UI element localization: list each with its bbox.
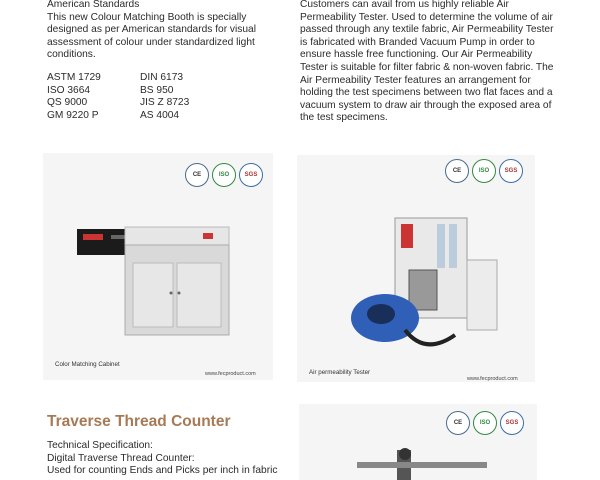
air-permeability-tester-photo	[297, 155, 535, 382]
spec-heading: Technical Specification:	[47, 440, 153, 451]
standards-row: ISO 3664 BS 950	[47, 84, 174, 96]
standards-row: GM 9220 P AS 4004	[47, 109, 180, 121]
quality-seal-icon: SGS	[239, 163, 263, 187]
ce-badge-icon: CE	[185, 163, 209, 187]
ce-badge-icon: CE	[445, 159, 469, 183]
iso-badge-icon: ISO	[472, 159, 496, 183]
color-booth-description	[47, 0, 272, 62]
quality-seal-icon: SGS	[499, 159, 523, 183]
color-booth-paragraph: This new Colour Matching Booth is specially designed as per American standards for visual assessment of colour under standardized light conditions.	[47, 11, 256, 61]
air-permeability-description	[300, 0, 555, 125]
air-permeability-tester-icon	[345, 210, 525, 360]
spec-description: Used for counting Ends and Picks per inch in fabric	[47, 465, 278, 477]
thread-counter-icon	[349, 444, 499, 480]
air-permeability-paragraph: Customers can avail from us highly reliable Air Permeability Tester. Used to determine the volume of air passed through any textile fabric, Air Permeability Tester is fabricated with Branded Vacuum Pump in order to ensure hassle free functioning. Our Air Permeability Tester is suitable for filter fabric & non-woven fabric. The Air Permeability Tester features an arrangement for holding the test specimens between two flat faces and a vacuum system to draw air through the exposed area of the test specimens.	[300, 0, 554, 124]
quality-seal-icon: SGS	[500, 411, 524, 435]
color-matching-cabinet-icon	[73, 213, 233, 338]
ce-badge-icon: CE	[446, 411, 470, 435]
technical-specification	[47, 440, 297, 478]
certification-badges	[185, 163, 263, 187]
certification-badges	[446, 411, 524, 435]
iso-badge-icon: ISO	[212, 163, 236, 187]
standards-row: QS 9000 JIS Z 8723	[47, 97, 190, 109]
section-title: Traverse Thread Counter	[47, 413, 231, 430]
certification-badges	[445, 159, 523, 183]
standards-row: ASTM 1729 DIN 6173	[47, 72, 184, 83]
color-matching-cabinet-photo	[43, 153, 273, 380]
american-standards-heading: American Standards	[47, 0, 140, 10]
website-url: www.fecproduct.com	[205, 371, 256, 377]
website-url: www.fecproduct.com	[467, 376, 518, 382]
product-caption: Air permeability Tester	[309, 369, 371, 376]
thread-counter-photo	[299, 404, 537, 480]
spec-subheading: Digital Traverse Thread Counter:	[47, 452, 195, 464]
iso-badge-icon: ISO	[473, 411, 497, 435]
product-caption: Color Matching Cabinet	[55, 361, 120, 368]
standards-list	[47, 72, 267, 122]
